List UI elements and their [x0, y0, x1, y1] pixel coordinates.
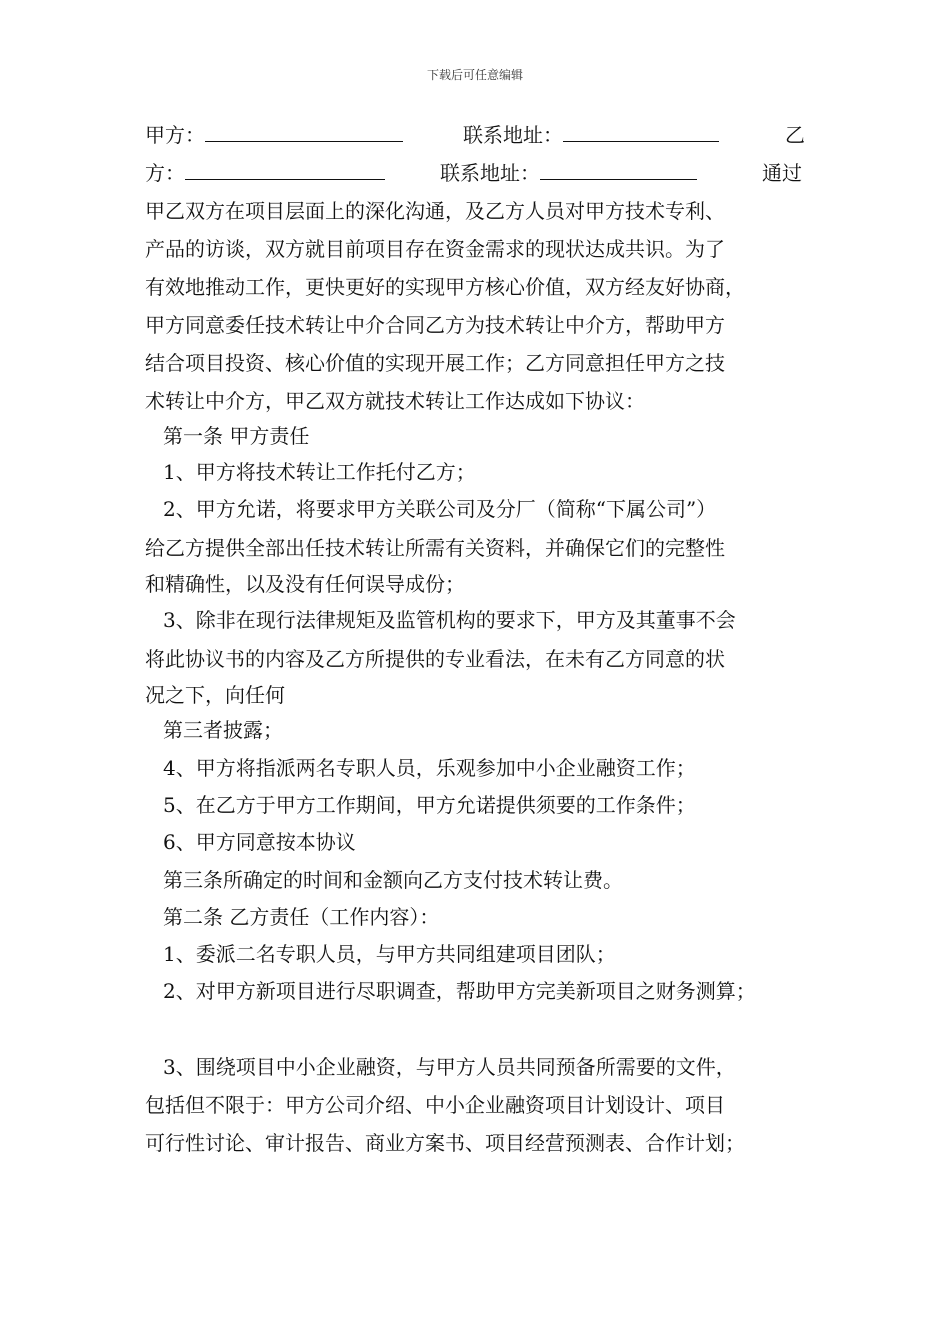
intro-line-4: 甲方同意委任技术转让中介合同乙方为技术转让中介方，帮助甲方 [145, 313, 725, 337]
article-1-item-2-line-1: 2、甲方允诺，将要求甲方关联公司及分厂（简称“下属公司”） [163, 497, 717, 521]
article-1-item-6-line-2: 第三条所确定的时间和金额向乙方支付技术转让费。 [163, 868, 623, 892]
article-1-item-2-line-2: 给乙方提供全部出任技术转让所需有关资料，并确保它们的完整性 [145, 536, 725, 560]
party-b-blank[interactable] [185, 159, 385, 180]
intro-line-6: 术转让中介方，甲乙双方就技术转让工作达成如下协议： [145, 389, 645, 413]
party-b-address-blank[interactable] [540, 159, 697, 180]
article-2-item-1: 1、委派二名专职人员，与甲方共同组建项目团队； [163, 942, 616, 966]
article-1-item-3-line-3: 况之下，向任何 [145, 683, 285, 707]
intro-line-2: 产品的访谈，双方就目前项目存在资金需求的现状达成共识。为了 [145, 237, 725, 261]
article-1-item-6-line-1: 6、甲方同意按本协议 [163, 830, 356, 854]
article-2-item-3-line-3: 可行性讨论、审计报告、商业方案书、项目经营预测表、合作计划； [145, 1131, 745, 1155]
page-header-note: 下载后可任意编辑 [426, 68, 523, 82]
article-1-item-3-line-1: 3、除非在现行法律规矩及监管机构的要求下，甲方及其董事不会 [163, 608, 736, 632]
article-1-item-5: 5、在乙方于甲方工作期间，甲方允诺提供须要的工作条件； [163, 793, 696, 817]
party-a-row [145, 121, 403, 149]
article-2-item-3-line-2: 包括但不限于：甲方公司介绍、中小企业融资项目计划设计、项目 [145, 1093, 725, 1117]
party-b-row [145, 159, 385, 187]
party-a-blank[interactable] [205, 121, 403, 142]
party-b-label: 方： [145, 161, 185, 185]
article-1-item-4: 4、甲方将指派两名专职人员，乐观参加中小企业融资工作； [163, 756, 696, 780]
party-a-address-blank[interactable] [563, 121, 719, 142]
article-1-title: 第一条 甲方责任 [163, 424, 310, 448]
intro-line-1: 甲乙双方在项目层面上的深化沟通，及乙方人员对甲方技术专利、 [145, 199, 725, 223]
article-2-item-2: 2、对甲方新项目进行尽职调查，帮助甲方完美新项目之财务测算； [163, 979, 756, 1003]
article-2-item-3-line-1: 3、围绕项目中小企业融资，与甲方人员共同预备所需要的文件， [163, 1055, 736, 1079]
intro-tail: 通过 [762, 161, 802, 185]
article-2-title: 第二条 乙方责任（工作内容）： [163, 905, 440, 929]
article-1-item-1: 1、甲方将技术转让工作托付乙方； [163, 460, 476, 484]
article-1-item-3-line-4: 第三者披露； [163, 718, 283, 742]
intro-line-3: 有效地推动工作，更快更好的实现甲方核心价值，双方经友好协商， [145, 275, 745, 299]
party-a-address-row [463, 121, 719, 149]
party-b-address-label: 联系地址： [440, 161, 540, 185]
party-a-label: 甲方： [145, 123, 205, 147]
intro-line-5: 结合项目投资、核心价值的实现开展工作；乙方同意担任甲方之技 [145, 351, 725, 375]
party-a-address-label: 联系地址： [463, 123, 563, 147]
party-b-address-row [440, 159, 697, 187]
party-b-label-first: 乙 [785, 123, 805, 147]
article-1-item-2-line-3: 和精确性，以及没有任何误导成份； [145, 572, 465, 596]
article-1-item-3-line-2: 将此协议书的内容及乙方所提供的专业看法，在未有乙方同意的状 [145, 647, 725, 671]
